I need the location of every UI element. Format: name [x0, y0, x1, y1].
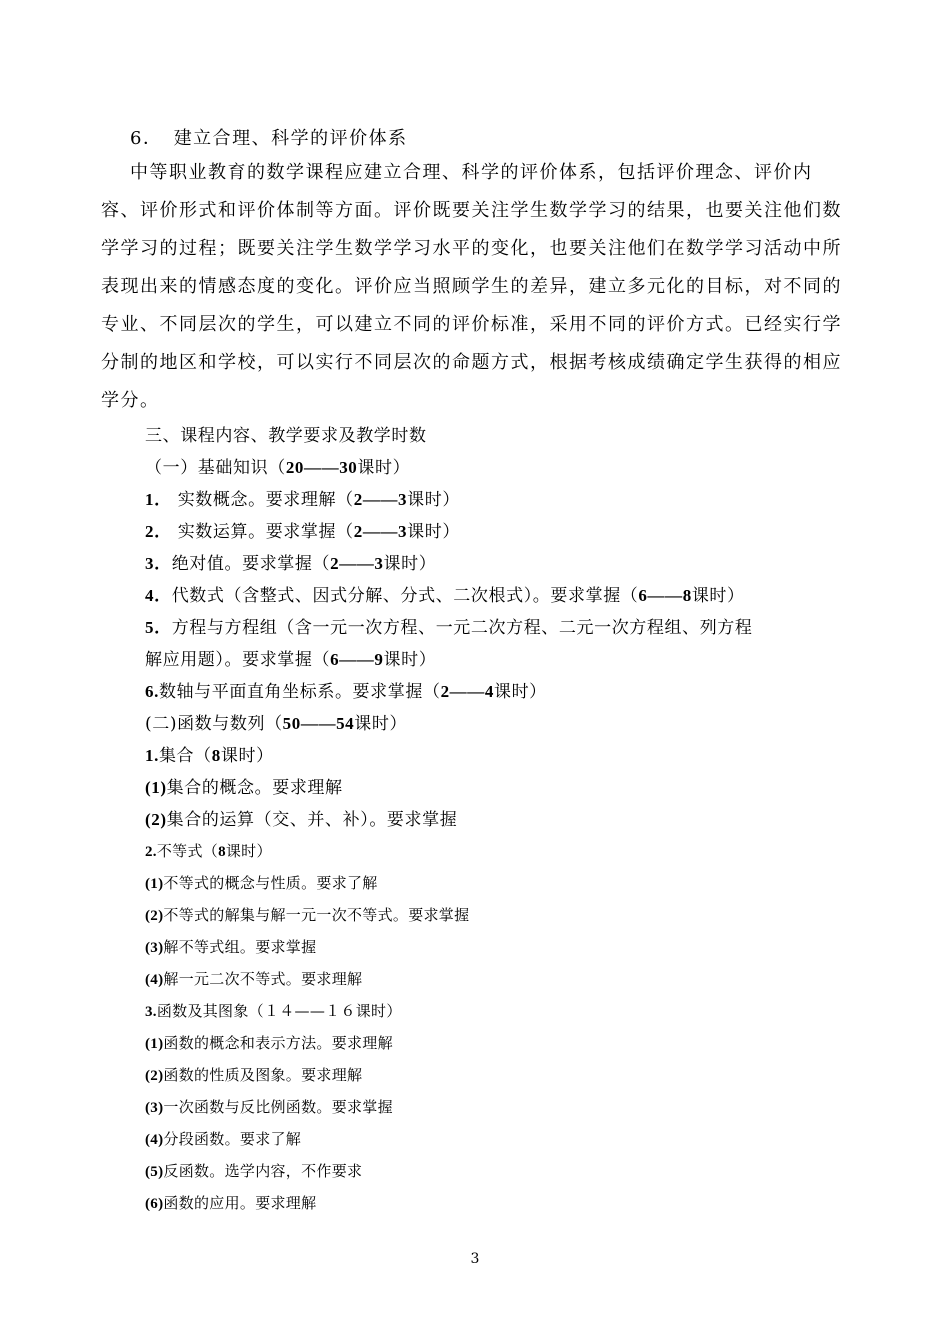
list-item: 3．绝对值。要求掌握（2——3课时） [145, 554, 437, 574]
list-item: (3)一次函数与反比例函数。要求掌握 [145, 1098, 393, 1116]
subsection-title: 3.函数及其图象（１４——１６课时） [145, 1002, 402, 1020]
list-item: (3)解不等式组。要求掌握 [145, 938, 317, 956]
paragraph-line: 专业、不同层次的学生，可以建立不同的评价标准，采用不同的评价方式。已经实行学 [101, 314, 842, 335]
list-item: (2)函数的性质及图象。要求理解 [145, 1066, 363, 1084]
section-title: 建立合理、科学的评价体系 [173, 128, 408, 149]
list-item: 4．代数式（含整式、因式分解、分式、二次根式）。要求掌握（6——8课时） [145, 586, 745, 606]
list-item: (1)集合的概念。要求理解 [145, 778, 343, 798]
part-1-title: （一）基础知识（20——30课时） [145, 458, 411, 478]
list-item: 5．方程与方程组（含一元一次方程、一元二次方程、二元一次方程组、列方程 [145, 618, 753, 638]
list-item: (1)不等式的概念与性质。要求了解 [145, 874, 378, 892]
list-item: (4)分段函数。要求了解 [145, 1130, 302, 1148]
list-item: 1． 实数概念。要求理解（2——3课时） [145, 490, 460, 510]
list-item: (4)解一元二次不等式。要求理解 [145, 970, 363, 988]
list-item: (2)不等式的解集与解一元一次不等式。要求掌握 [145, 906, 470, 924]
subsection-title: 1.集合（8课时） [145, 746, 274, 766]
list-item: 6.数轴与平面直角坐标系。要求掌握（2——4课时） [145, 682, 547, 702]
paragraph-line: 分制的地区和学校，可以实行不同层次的命题方式，根据考核成绩确定学生获得的相应 [101, 352, 842, 373]
list-item: 2． 实数运算。要求掌握（2——3课时） [145, 522, 460, 542]
page-number: 3 [470, 1251, 480, 1267]
section-6-heading [130, 124, 408, 150]
paragraph-line: 中等职业教育的数学课程应建立合理、科学的评价体系，包括评价理念、评价内 [130, 162, 813, 183]
part-2-title: (二)函数与数列（50——54课时） [145, 714, 408, 734]
section-number: 6． [130, 128, 163, 149]
subsection-title: 2.不等式（8课时） [145, 842, 272, 860]
paragraph-line: 学分。 [101, 390, 160, 411]
list-item: (6)函数的应用。要求理解 [145, 1194, 317, 1212]
list-item: (1)函数的概念和表示方法。要求理解 [145, 1034, 393, 1052]
list-item-continuation: 解应用题）。要求掌握（6——9课时） [145, 650, 437, 670]
chapter-heading: 三、课程内容、教学要求及教学时数 [145, 426, 427, 446]
list-item: (5)反函数。选学内容，不作要求 [145, 1162, 363, 1180]
paragraph-line: 表现出来的情感态度的变化。评价应当照顾学生的差异，建立多元化的目标，对不同的 [101, 276, 842, 297]
paragraph-line: 学学习的过程；既要关注学生数学学习水平的变化，也要关注他们在数学学习活动中所 [101, 238, 842, 259]
list-item: (2)集合的运算（交、并、补）。要求掌握 [145, 810, 458, 830]
paragraph-line: 容、评价形式和评价体制等方面。评价既要关注学生数学学习的结果，也要关注他们数 [101, 200, 842, 221]
